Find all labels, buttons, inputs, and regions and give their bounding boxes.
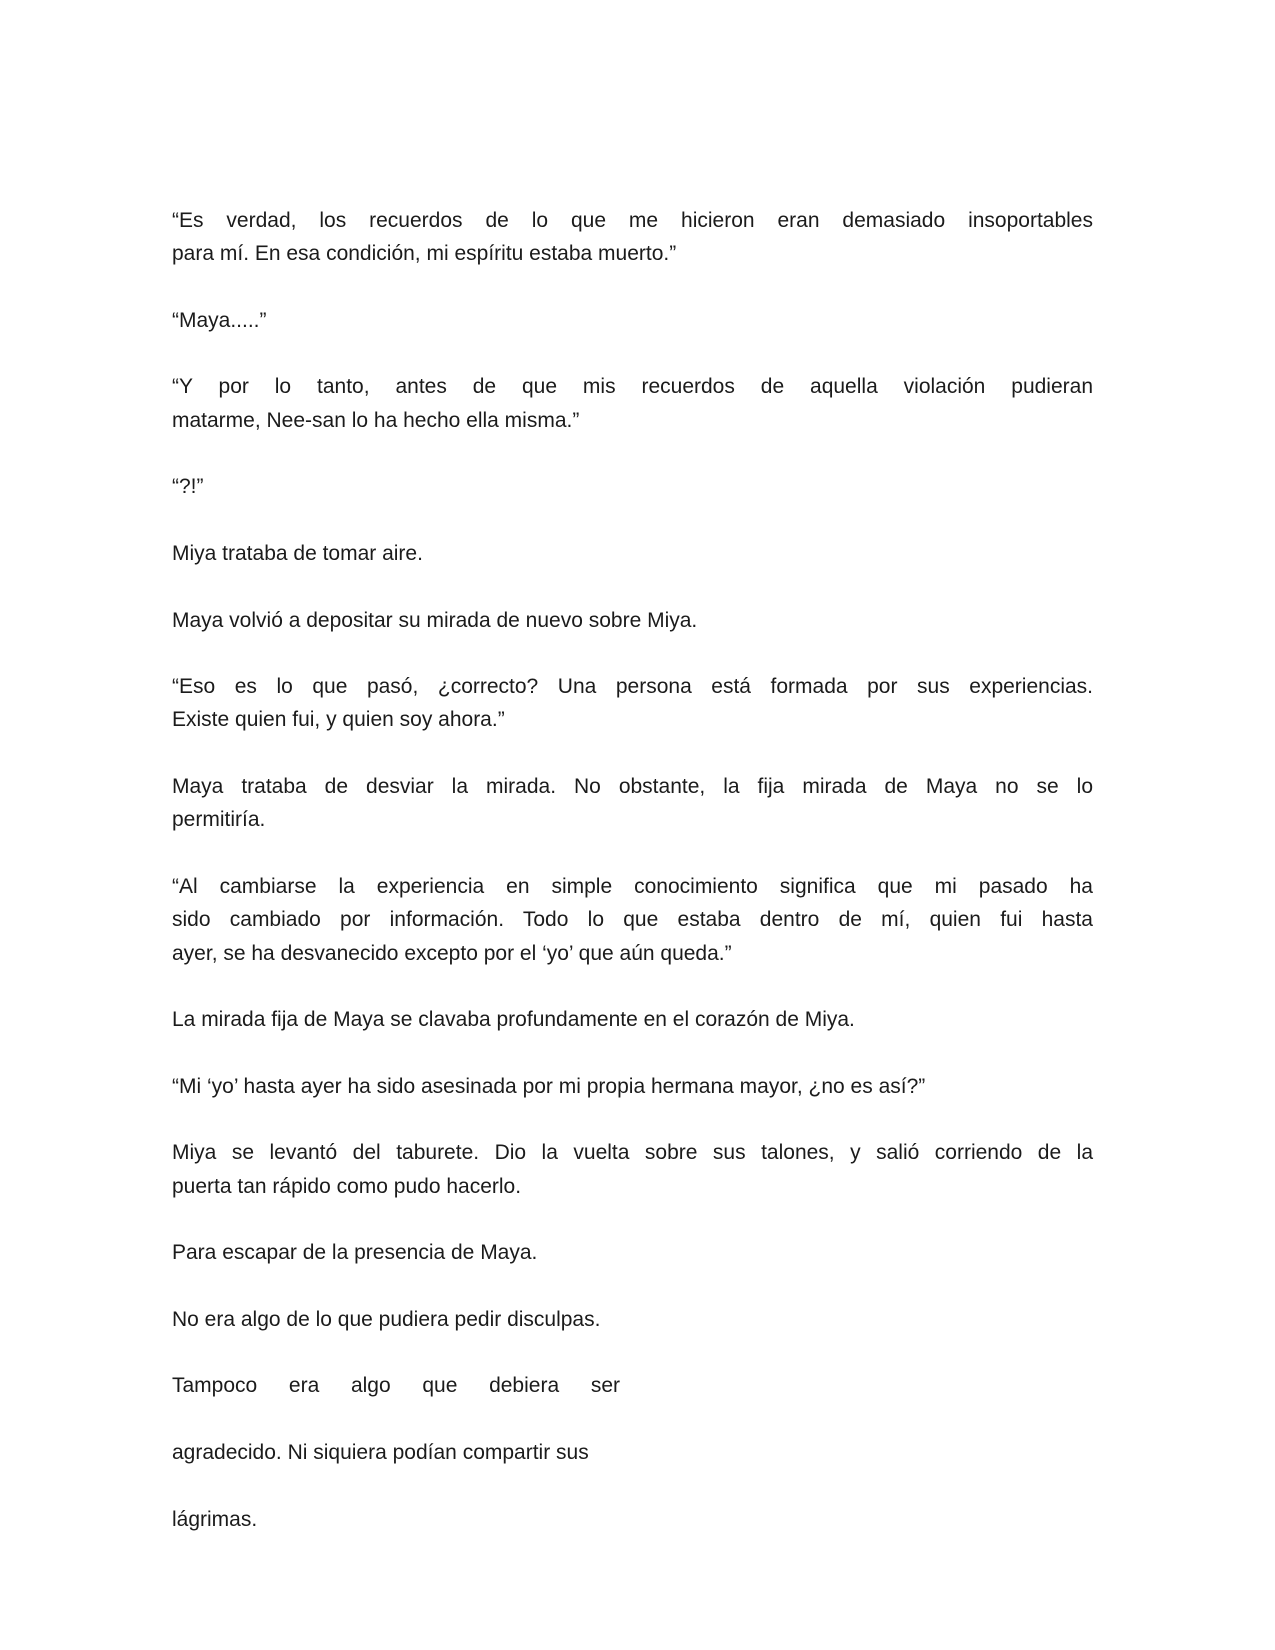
paragraph — [172, 770, 1093, 837]
text-line: Maya volvió a depositar su mirada de nuevo sobre Miya. — [172, 608, 698, 632]
text-line: Maya trataba de desviar la mirada. No obstante, la fija mirada de Maya no se lo — [172, 775, 1093, 799]
text-line: matarme, Nee-san lo ha hecho ella misma.” — [172, 408, 580, 432]
paragraph — [172, 1136, 1093, 1203]
text-line: “Mi ‘yo’ hasta ayer ha sido asesinada por mi propia hermana mayor, ¿no es así?” — [172, 1074, 926, 1098]
paragraph — [172, 1236, 1093, 1269]
paragraph — [172, 670, 1093, 737]
text-line: para mí. En esa condición, mi espíritu estaba muerto.” — [172, 242, 677, 266]
paragraph — [172, 470, 1093, 503]
text-line: puerta tan rápido como pudo hacerlo. — [172, 1174, 522, 1198]
text-line: Para escapar de la presencia de Maya. — [172, 1241, 538, 1265]
text-line: sido cambiado por información. Todo lo que estaba dentro de mí, quien fui hasta — [172, 908, 1093, 932]
paragraph — [172, 1436, 1093, 1469]
text-line: agradecido. Ni siquiera podían compartir sus — [172, 1440, 589, 1464]
paragraph — [172, 1003, 1093, 1036]
paragraph — [172, 604, 1093, 637]
text-line: “?!” — [172, 475, 204, 499]
paragraph — [172, 1369, 1093, 1402]
text-line: Existe quien fui, y quien soy ahora.” — [172, 708, 505, 732]
paragraph — [172, 537, 1093, 570]
text-line: “Y por lo tanto, antes de que mis recuerdos de aquella violación pudieran — [172, 375, 1093, 399]
paragraph — [172, 204, 1093, 271]
text-line: “Es verdad, los recuerdos de lo que me hicieron eran demasiado insoportables — [172, 209, 1093, 232]
paragraph — [172, 1503, 1093, 1536]
text-line: ayer, se ha desvanecido excepto por el ‘yo’ que aún queda.” — [172, 941, 732, 965]
paragraph — [172, 1070, 1093, 1103]
text-line: Miya trataba de tomar aire. — [172, 541, 423, 565]
text-line: “Eso es lo que pasó, ¿correcto? Una persona está formada por sus experiencias. — [172, 675, 1093, 699]
paragraph — [172, 304, 1093, 337]
paragraph — [172, 870, 1093, 970]
text-line: No era algo de lo que pudiera pedir disculpas. — [172, 1307, 601, 1331]
text-line: “Maya.....” — [172, 308, 267, 332]
text-content — [172, 204, 1093, 1536]
text-line: “Al cambiarse la experiencia en simple conocimiento significa que mi pasado ha — [172, 874, 1093, 898]
text-line: Miya se levantó del taburete. Dio la vuelta sobre sus talones, y salió corriendo de la — [172, 1141, 1093, 1165]
paragraph — [172, 1303, 1093, 1336]
text-line: lágrimas. — [172, 1507, 258, 1531]
text-line: La mirada fija de Maya se clavaba profundamente en el corazón de Miya. — [172, 1008, 855, 1032]
paragraph — [172, 370, 1093, 437]
text-line: Tampoco era algo que debiera ser — [172, 1374, 620, 1398]
text-line: permitiría. — [172, 808, 266, 832]
